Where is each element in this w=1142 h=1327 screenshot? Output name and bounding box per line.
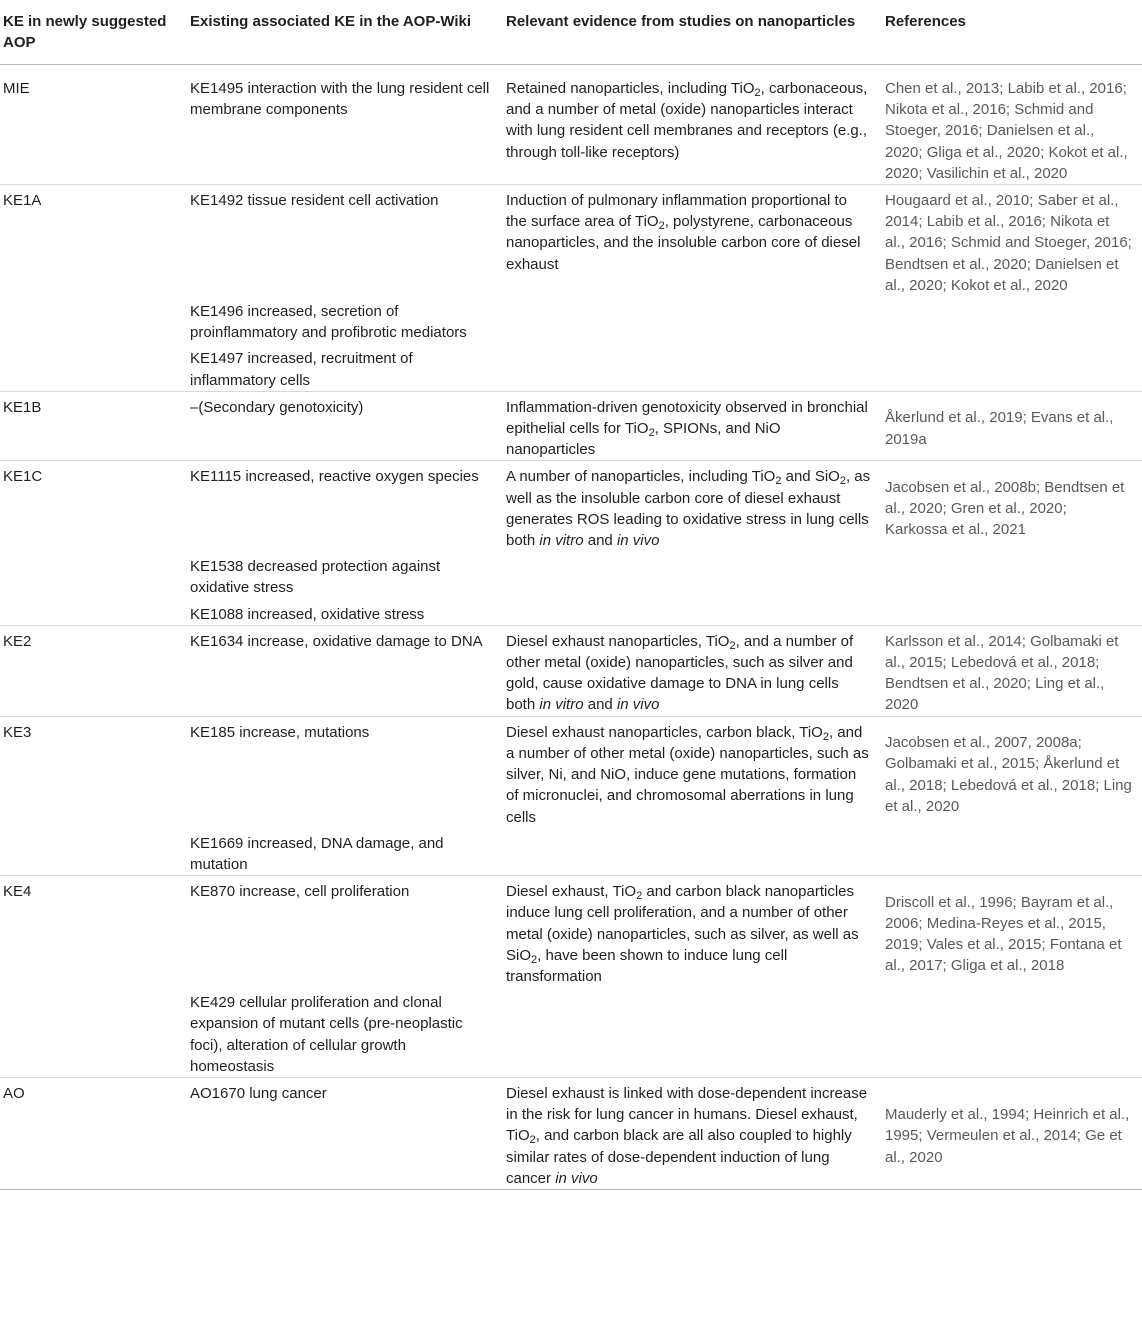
existing-ke: KE870 increase, cell proliferation [187, 876, 503, 988]
references: Driscoll et al., 1996; Bayram et al., 2006; Medina-Reyes et al., 2015, 2019; Vales et al., 2015; Fontana et al., 2017; Gliga et al., 2018 [882, 876, 1142, 988]
evidence: Retained nanoparticles, including TiO$_2$, carbonaceous, and a number of metal (oxide) nanoparticles interact with lung resident cell membranes and receptors (e.g., through toll-like receptors) [506, 80, 868, 161]
table-row [0, 625, 1142, 716]
references: Jacobsen et al., 2007, 2008a; Golbamaki et al., 2015; Åkerlund et al., 2018; Lebedová et al., 2018; Ling et al., 2020 [882, 716, 1142, 828]
table-row [0, 65, 1142, 185]
references: Mauderly et al., 1994; Heinrich et al., 1995; Vermeulen et al., 2014; Ge et al., 2020 [882, 1077, 1142, 1189]
table-row [0, 599, 1142, 626]
header-existing-ke: Existing associated KE in the AOP-Wiki [187, 0, 503, 65]
ke-label: KE3 [0, 716, 187, 828]
existing-ke: KE185 increase, mutations [187, 716, 503, 828]
ke-label: AO [0, 1077, 187, 1189]
existing-ke: KE1088 increased, oxidative stress [190, 605, 425, 623]
existing-ke: KE429 cellular proliferation and clonal expansion of mutant cells (pre-neoplastic foci), alteration of cellular growth homeostasis [190, 994, 463, 1075]
header-evidence: Relevant evidence from studies on nanoparticles [503, 0, 882, 65]
ke-label: KE1C [0, 461, 187, 551]
table-row [0, 876, 1142, 988]
existing-ke: AO1670 lung cancer [187, 1077, 503, 1189]
existing-ke: KE1492 tissue resident cell activation [187, 185, 503, 297]
table-row [0, 343, 1142, 391]
existing-ke: KE1497 increased, recruitment of inflammatory cells [190, 350, 413, 389]
table-row [0, 391, 1142, 461]
table-row [0, 185, 1142, 297]
table-row [0, 461, 1142, 551]
evidence: Diesel exhaust nanoparticles, TiO$_2$, and a number of other metal (oxide) nanoparticles, such as silver and gold, cause oxidative damage to DNA in lung cells both in vitro and in vivo [503, 625, 882, 716]
existing-ke: KE1669 increased, DNA damage, and mutation [190, 834, 444, 873]
ke-label: KE4 [0, 876, 187, 988]
existing-ke: KE1634 increase, oxidative damage to DNA [187, 625, 503, 716]
ke-label: KE1A [0, 185, 187, 297]
references: Karlsson et al., 2014; Golbamaki et al., 2015; Lebedová et al., 2018; Bendtsen et al., 2020; Ling et al., 2020 [882, 625, 1142, 716]
existing-ke: –(Secondary genotoxicity) [187, 391, 503, 461]
evidence: A number of nanoparticles, including TiO$_2$ and SiO$_2$, as well as the insoluble carbon core of diesel exhaust generates ROS leading to oxidative stress in lung cells both in vitro and in vivo [503, 461, 882, 551]
evidence: Induction of pulmonary inflammation proportional to the surface area of TiO$_2$, polystyrene, carbonaceous nanoparticles, and the insoluble carbon core of diesel exhaust [503, 185, 882, 297]
table-row [0, 716, 1142, 828]
table-row [0, 1077, 1142, 1189]
table-row [0, 551, 1142, 598]
evidence: Diesel exhaust is linked with dose-dependent increase in the risk for lung cancer in humans. Diesel exhaust, TiO$_2$, and carbon black are all also coupled to highly similar rates of dose-dependent induction of lung cancer in vivo [503, 1077, 882, 1189]
references: Chen et al., 2013; Labib et al., 2016; Nikota et al., 2016; Schmid and Stoeger, 2016; Danielsen et al., 2020; Gliga et al., 2020; Kokot et al., 2020; Vasilichin et al., 2020 [885, 80, 1128, 182]
existing-ke: KE1538 decreased protection against oxidative stress [190, 558, 441, 597]
ke-label: MIE [3, 80, 30, 97]
ke-label: KE2 [0, 625, 187, 716]
references: Hougaard et al., 2010; Saber et al., 2014; Labib et al., 2016; Nikota et al., 2016; Schmid and Stoeger, 2016; Bendtsen et al., 2020; Danielsen et al., 2020; Kokot et al., 2020 [882, 185, 1142, 297]
evidence: Inflammation-driven genotoxicity observed in bronchial epithelial cells for TiO$_2$, SPIONs, and NiO nanoparticles [503, 391, 882, 461]
header-ke: KE in newly suggested AOP [0, 0, 187, 65]
references: Åkerlund et al., 2019; Evans et al., 2019a [882, 391, 1142, 461]
references: Jacobsen et al., 2008b; Bendtsen et al., 2020; Gren et al., 2020; Karkossa et al., 2021 [882, 461, 1142, 551]
header-row [0, 0, 1142, 65]
ke-label: KE1B [0, 391, 187, 461]
evidence: Diesel exhaust, TiO$_2$ and carbon black nanoparticles induce lung cell proliferation, and a number of other metal (oxide) nanoparticles, such as silver, as well as SiO$_2$, have been shown to induce lung cell transformation [503, 876, 882, 988]
existing-ke: KE1496 increased, secretion of proinflammatory and profibrotic mediators [190, 303, 467, 342]
table-row [0, 296, 1142, 343]
table-row [0, 828, 1142, 876]
table-row [0, 987, 1142, 1077]
evidence: Diesel exhaust nanoparticles, carbon black, TiO$_2$, and a number of other metal (oxide) nanoparticles, such as silver, Ni, and NiO, induce gene mutations, formation of micronuclei, and chromosomal aberrations in lung cells [503, 716, 882, 828]
existing-ke: KE1495 interaction with the lung resident cell membrane components [190, 80, 490, 119]
header-references: References [882, 0, 1142, 65]
existing-ke: KE1115 increased, reactive oxygen species [187, 461, 503, 551]
